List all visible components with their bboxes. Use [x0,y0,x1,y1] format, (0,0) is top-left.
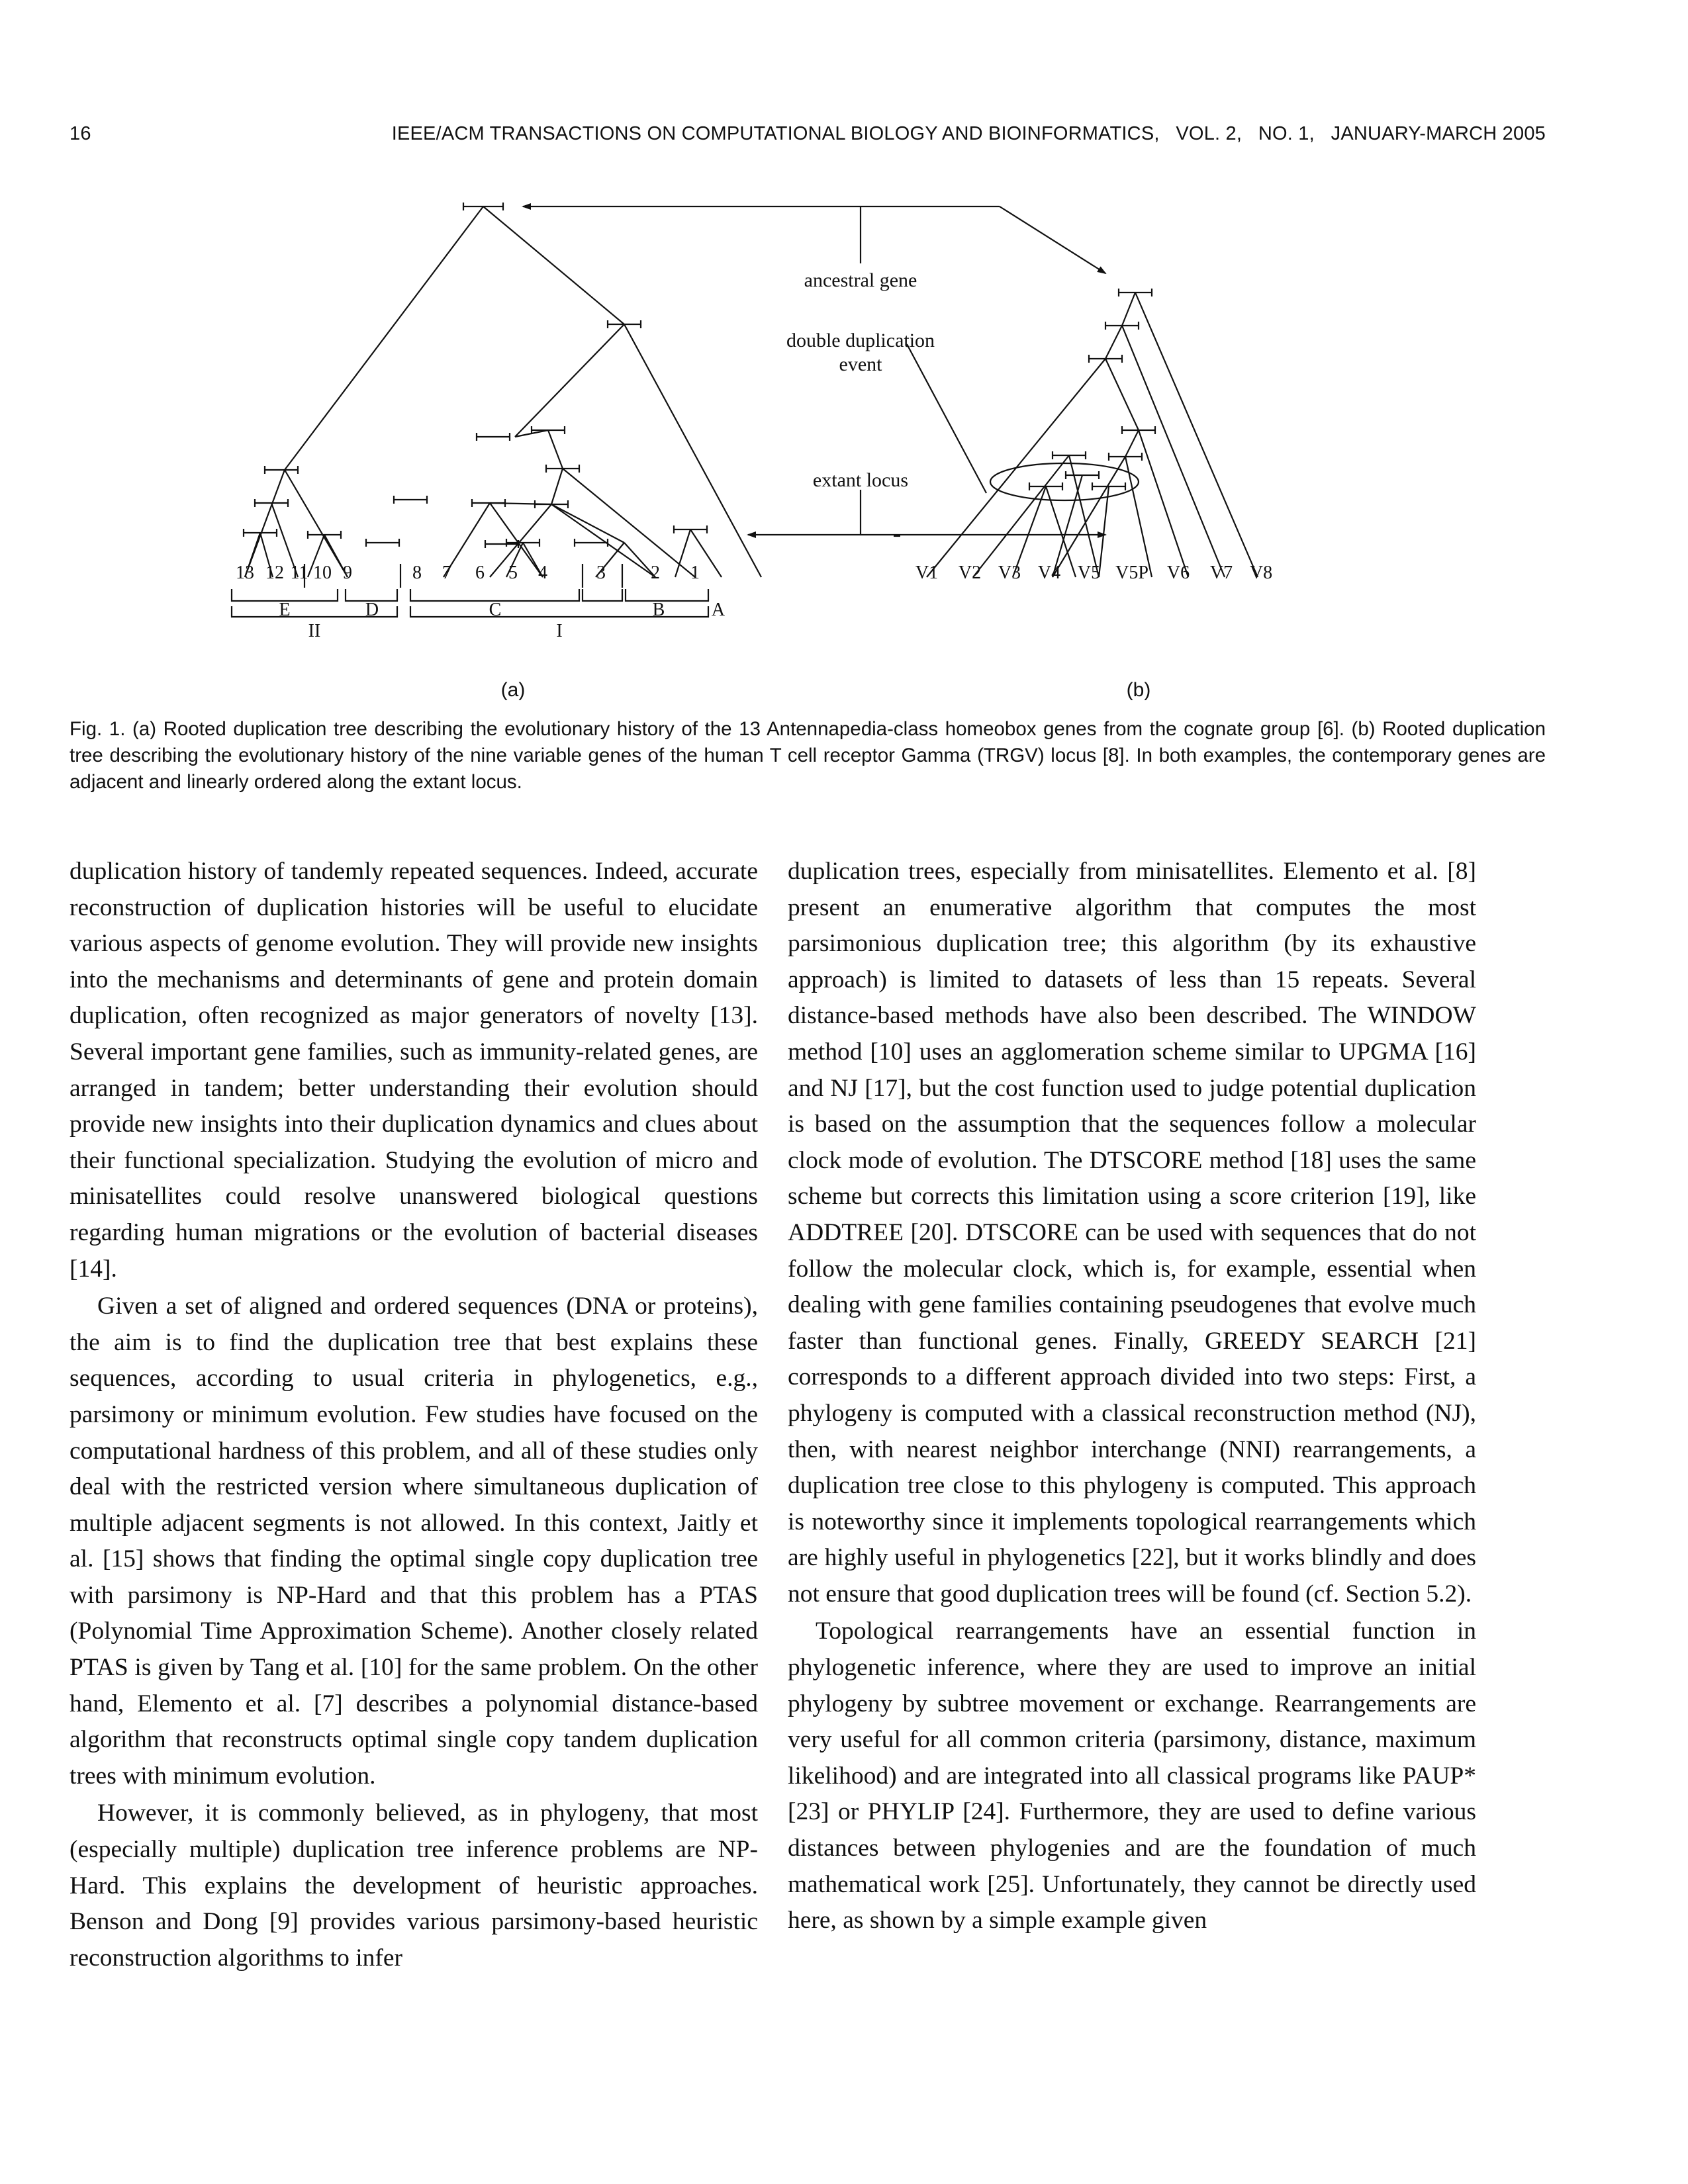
leaf-label-a: 12 [265,563,284,583]
paragraph: Given a set of aligned and ordered sequences (DNA or proteins), the aim is to find the duplication tree that best explains these sequences, according to usual criteria in phylogenetics, e.g., parsimony or minimum evolution. Few studies have focused on the computational hardness of this problem, and all of these studies only deal with the restricted version where simultaneous duplication of multiple adjacent segments is not allowed. In this context, Jaitly et al. [15] shows that finding the optimal single copy duplication tree with parsimony is NP-Hard and that this problem has a PTAS (Polynomial Time Approximation Scheme). Another closely related PTAS is given by Tang et al. [10] for the same problem. On the other hand, Elemento et al. [7] describes a polynomial distance-based algorithm that reconstructs optimal single copy tandem duplication trees with minimum evolution. [70,1293,758,1790]
leaf-label-a: 2 [651,563,660,583]
leaf-label-a: 1 [690,563,700,583]
tree-a-branches [245,206,761,577]
tree-a-group-labels [279,600,725,641]
leaf-label-b: V1 [915,563,939,583]
leaf-label-a: 3 [596,563,606,583]
tree-a-group-brackets [232,589,708,617]
leaf-label-a: 9 [343,563,352,583]
leaf-label-a: 13 [236,563,254,583]
figure-caption: Fig. 1. (a) Rooted duplication tree describing the evolutionary history of the 13 Antennapedia-class homeobox genes from the cognate group [6]. (b) Rooted duplication tree describing the evolutionary history of the nine variable genes of the human T cell receptor Gamma (TRGV) locus [8]. In both examples, the contemporary genes are adjacent and linearly ordered along the extant locus. [70,718,1546,793]
supergroup-label: II [308,621,321,641]
leaf-label-b: V5 [1077,563,1101,583]
ancestral-gene-label: ancestral gene [804,269,917,291]
leaf-label-b: V3 [998,563,1021,583]
tree-b-nodes [1029,289,1155,490]
tree-b [927,289,1258,577]
page-number: 16 [70,123,91,144]
leaf-label-a: 8 [412,563,422,583]
journal-title: IEEE/ACM TRANSACTIONS ON COMPUTATIONAL BIOLOGY AND BIOINFORMATICS, VOL. 2, NO. 1, JANUARY-MARCH 2005 [391,123,1546,144]
group-label: B [652,600,665,620]
leaf-label-b: V2 [958,563,982,583]
group-label: A [711,600,726,620]
figure-1 [199,192,1337,702]
supergroup-label: I [556,621,563,641]
leaf-label-b: V5P [1115,563,1149,583]
double-duplication-label-line2: event [839,353,882,375]
tree-a-nodes [244,203,707,548]
leaf-label-b: V6 [1166,563,1190,583]
extant-locus-label: extant locus [812,469,909,491]
annotation-labels [786,269,935,491]
tree-a-leaf-labels [236,563,700,583]
paragraph: duplication history of tandemly repeated sequences. Indeed, accurate reconstruction of duplication histories will be useful to elucidate various aspects of genome evolution. They will provide new insights into the mechanisms and determinants of gene and protein domain duplication, often recognized as major generators of novelty [13]. Several important gene families, such as immunity-related genes, are arranged in tandem; better understanding their evolution should provide new insights into their duplication dynamics and clues about their functional specialization. Studying the evolution of micro and minisatellites could resolve unanswered biological questions regarding human migrations or the evolution of bacterial diseases [14]. [70,858,758,1283]
paragraph: However, it is commonly believed, as in phylogeny, that most (especially multiple) duplication tree inference problems are NP-Hard. This explains the development of heuristic approaches. Benson and Dong [9] provides various parsimony-based heuristic reconstruction algorithms to infer [70,1799,758,1972]
paragraph: duplication trees, especially from minisatellites. Elemento et al. [8] present an enumerative algorithm that computes the most parsimonious duplication tree; this algorithm (by its exhaustive approach) is limited to datasets of less than 15 repeats. Several distance-based methods have also been described. The WINDOW method [10] uses an agglomeration scheme similar to UPGMA [16] and NJ [17], but the cost function used to judge potential duplication is based on the assumption that the sequences follow a molecular clock mode of evolution. The DTSCORE method [18] uses the same scheme but corrects this limitation using a score criterion [19], like ADDTREE [20]. DTSCORE can be used with sequences that do not follow the molecular clock, which is, for example, essential when dealing with gene families containing pseudogenes that evolve much faster than functional genes. Finally, GREEDY SEARCH [21] corresponds to a different approach divided into two steps: First, a phylogeny is computed with a classical reconstruction method (NJ), then, with nearest neighbor interchange (NNI) rearrangements, a duplication tree close to this phylogeny is computed. This approach is noteworthy since it implements topological rearrangements which are highly useful in phylogenetics [22], but it works blindly and does not ensure that good duplication trees will be found (cf. Section 5.2). [788,858,1476,1608]
leaf-label-b: V7 [1209,563,1233,583]
double-duplication-ellipse [990,463,1139,500]
panel-a-label: (a) [500,679,526,701]
leaf-label-b: V4 [1037,563,1061,583]
leaf-label-a: 4 [538,563,547,583]
leaf-label-a: 10 [313,563,332,583]
leaf-label-a: 7 [442,563,451,583]
group-label: C [489,600,502,620]
leaf-label-a: 11 [290,563,308,583]
tree-a-leaf-separators [305,564,622,588]
leaf-label-a: 6 [475,563,485,583]
leaf-label-b: V8 [1249,563,1273,583]
body-right-column [788,854,1476,1940]
tree-a [232,203,761,617]
tree-b-leaf-labels [915,563,1272,583]
body-left-column [70,854,758,1978]
paragraph: Topological rearrangements have an essential function in phylogenetic inference, where they are used to improve an initial phylogeny by subtree movement or exchange. Rearrangements are very useful for all common criteria (parsimony, distance, maximum likelihood) and are integrated into all classical programs like PAUP* [23] or PHYLIP [24]. Furthermore, they are used to define various distances between phylogenies and are the foundation of much mathematical work [25]. Unfortunately, they cannot be directly used here, as shown by a simple example given [788,1617,1476,1934]
leaf-label-a: 5 [508,563,518,583]
double-duplication-label-line1: double duplication [786,330,935,351]
group-label: D [365,600,379,620]
panel-b-label: (b) [1126,679,1151,701]
group-label: E [279,600,291,620]
